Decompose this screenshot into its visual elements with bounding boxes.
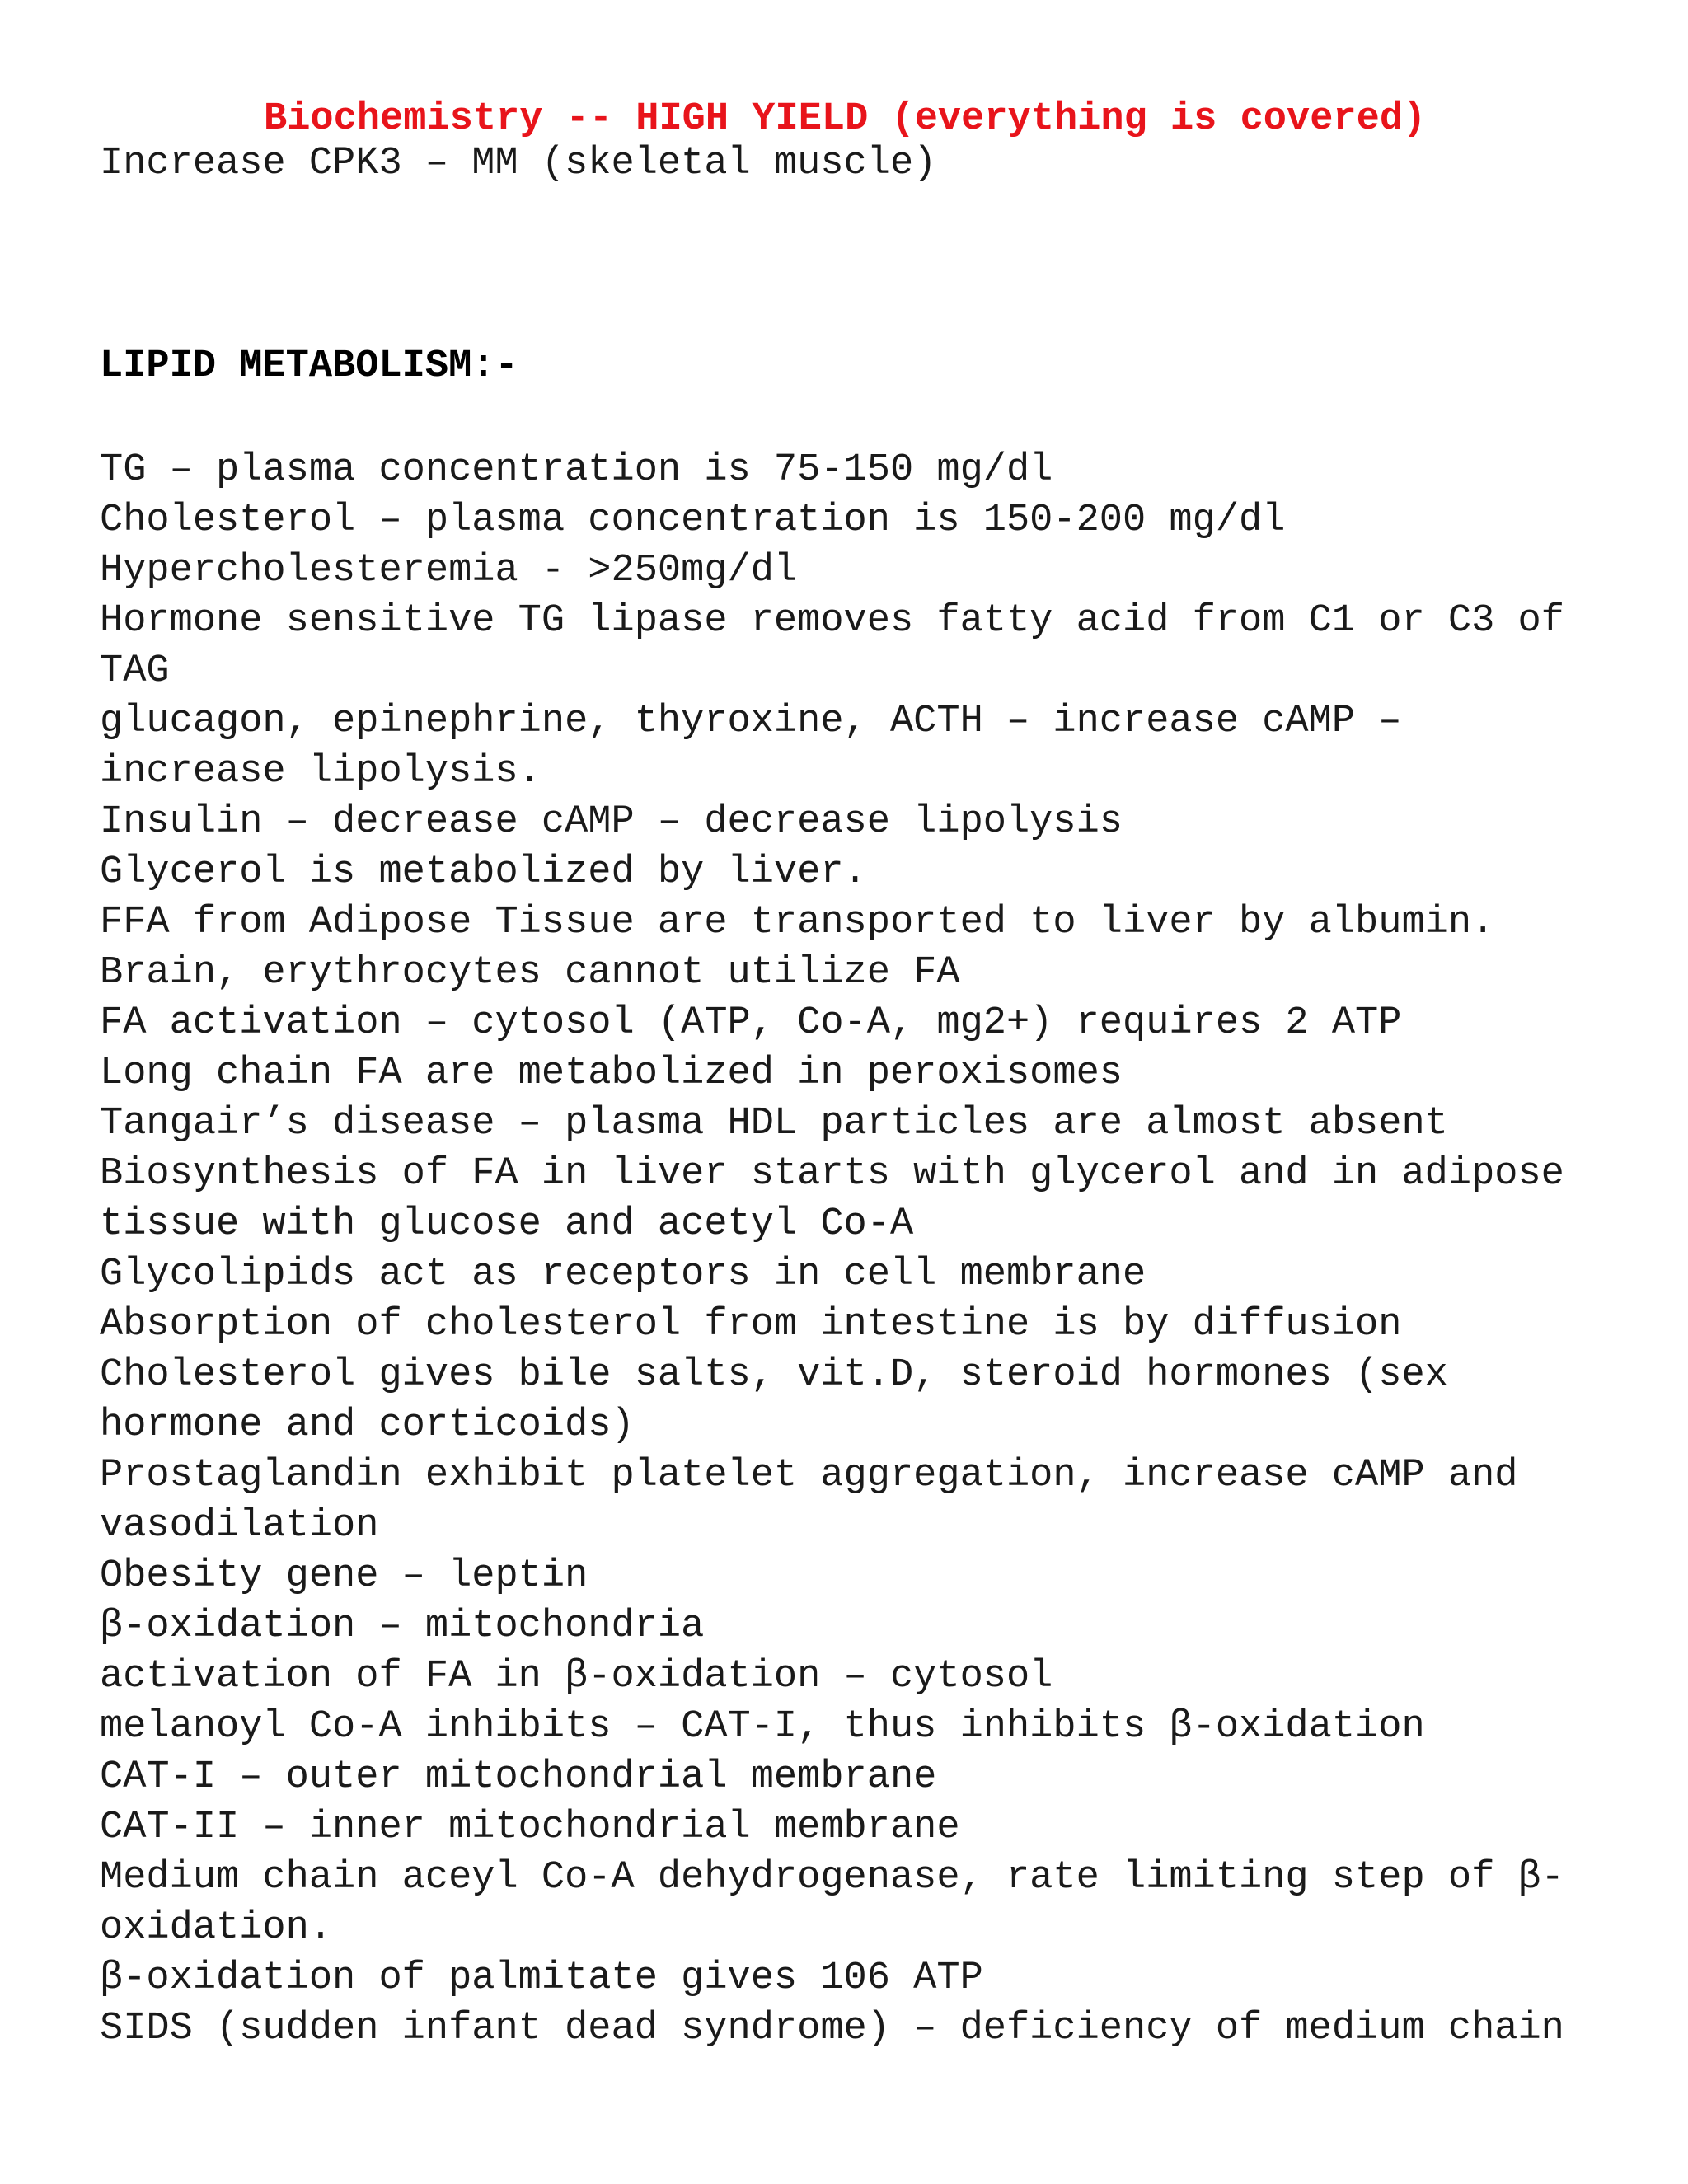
section-heading: LIPID METABOLISM:- — [100, 344, 518, 388]
document-title: Biochemistry -- HIGH YIELD (everything is covered) — [264, 97, 1427, 141]
text-line: β-oxidation of palmitate gives 106 ATP — [100, 1957, 983, 2000]
text-line: β-oxidation – mitochondria — [100, 1605, 705, 1648]
text-line: vasodilation — [100, 1504, 379, 1548]
text-line: Prostaglandin exhibit platelet aggregation, increase cAMP and — [100, 1454, 1518, 1497]
text-line: TG – plasma concentration is 75-150 mg/dl — [100, 448, 1053, 492]
text-line: CAT-I – outer mitochondrial membrane — [100, 1755, 937, 1799]
text-line: FA activation – cytosol (ATP, Co-A, mg2+) requires 2 ATP — [100, 1001, 1402, 1045]
text-line: tissue with glucose and acetyl Co-A — [100, 1202, 914, 1246]
text-line: hormone and corticoids) — [100, 1404, 635, 1447]
text-line: Obesity gene – leptin — [100, 1554, 588, 1598]
text-line: melanoyl Co-A inhibits – CAT-I, thus inhibits β-oxidation — [100, 1705, 1425, 1749]
text-line: Tangair’s disease – plasma HDL particles are almost absent — [100, 1102, 1448, 1146]
text-line: glucagon, epinephrine, thyroxine, ACTH – increase cAMP – — [100, 700, 1402, 743]
text-line: SIDS (sudden infant dead syndrome) – deficiency of medium chain — [100, 2007, 1564, 2050]
text-line: Hypercholesteremia - >250mg/dl — [100, 549, 798, 593]
text-line: Glycolipids act as receptors in cell membrane — [100, 1253, 1146, 1296]
text-line: Absorption of cholesterol from intestine is by diffusion — [100, 1303, 1402, 1347]
text-line: activation of FA in β-oxidation – cytosol — [100, 1655, 1053, 1699]
document-subtitle: Increase CPK3 – MM (skeletal muscle) — [100, 142, 937, 185]
text-line: Cholesterol – plasma concentration is 150-200 mg/dl — [100, 499, 1286, 542]
body-text — [100, 445, 1564, 2054]
text-line: oxidation. — [100, 1906, 333, 1950]
text-line: FFA from Adipose Tissue are transported to liver by albumin. — [100, 901, 1495, 944]
text-line: TAG — [100, 649, 170, 693]
text-line: Biosynthesis of FA in liver starts with glycerol and in adipose — [100, 1152, 1564, 1196]
text-line: Insulin – decrease cAMP – decrease lipolysis — [100, 800, 1123, 844]
text-line: CAT-II – inner mitochondrial membrane — [100, 1806, 960, 1849]
text-line: increase lipolysis. — [100, 750, 542, 794]
text-line: Hormone sensitive TG lipase removes fatty acid from C1 or C3 of — [100, 599, 1564, 643]
text-line: Glycerol is metabolized by liver. — [100, 851, 867, 894]
text-line: Cholesterol gives bile salts, vit.D, steroid hormones (sex — [100, 1353, 1448, 1397]
text-line: Long chain FA are metabolized in peroxisomes — [100, 1052, 1123, 1095]
text-line: Medium chain aceyl Co-A dehydrogenase, rate limiting step of β- — [100, 1856, 1564, 1900]
text-line: Brain, erythrocytes cannot utilize FA — [100, 951, 960, 995]
